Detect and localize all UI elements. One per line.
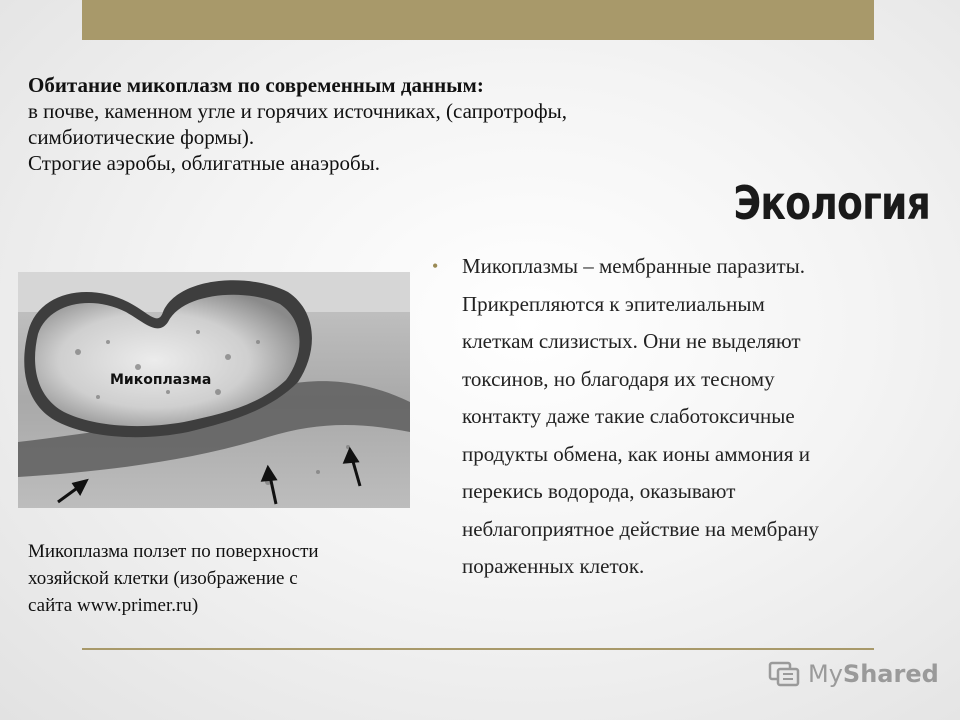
bottom-divider [82, 648, 874, 650]
slide-title: Экология [733, 176, 930, 230]
bullet-line: клеткам слизистых. Они не выделяют [462, 329, 801, 353]
bullet-line: продукты обмена, как ионы аммония и [462, 441, 810, 466]
intro-block [28, 72, 768, 176]
micrograph-drawing [18, 272, 410, 508]
intro-heading: Обитание микоплазм по современным данным: [28, 73, 484, 97]
intro-line: в почве, каменном угле и горячих источниках, (сапротрофы, [28, 99, 567, 123]
bullet-line: пораженных клеток. [462, 554, 645, 578]
bullet-line: неблагоприятное действие на мембрану [462, 516, 819, 541]
bullet-line: Прикрепляются к эпителиальным [462, 291, 765, 316]
bullet-item [432, 248, 922, 586]
caption-line: сайта www.primer.ru) [28, 595, 199, 616]
bullet-line: Микоплазмы – мембранные паразиты. [462, 254, 805, 278]
bullet-line: токсинов, но благодаря их тесному [462, 366, 775, 391]
micrograph-image [18, 272, 410, 508]
intro-line: Строгие аэробы, облигатные анаэробы. [28, 151, 381, 175]
top-accent-bar [82, 0, 874, 40]
caption-line: хозяйской клетки (изображение с [28, 568, 298, 589]
caption-line: Микоплазма ползет по поверхности [28, 541, 319, 562]
intro-line: симбиотические формы). [28, 125, 255, 149]
myshared-logo-icon [768, 659, 802, 689]
bullet-line: перекись водорода, оказывают [462, 479, 736, 503]
micrograph-label: Микоплазма [110, 372, 212, 388]
myshared-logo[interactable] [768, 656, 939, 692]
image-caption [28, 538, 408, 619]
bullet-icon: • [432, 256, 439, 276]
logo-word-shared: Shared [842, 660, 939, 688]
bullet-line: контакту даже такие слаботоксичные [462, 404, 795, 428]
logo-word-my: My [808, 660, 843, 688]
